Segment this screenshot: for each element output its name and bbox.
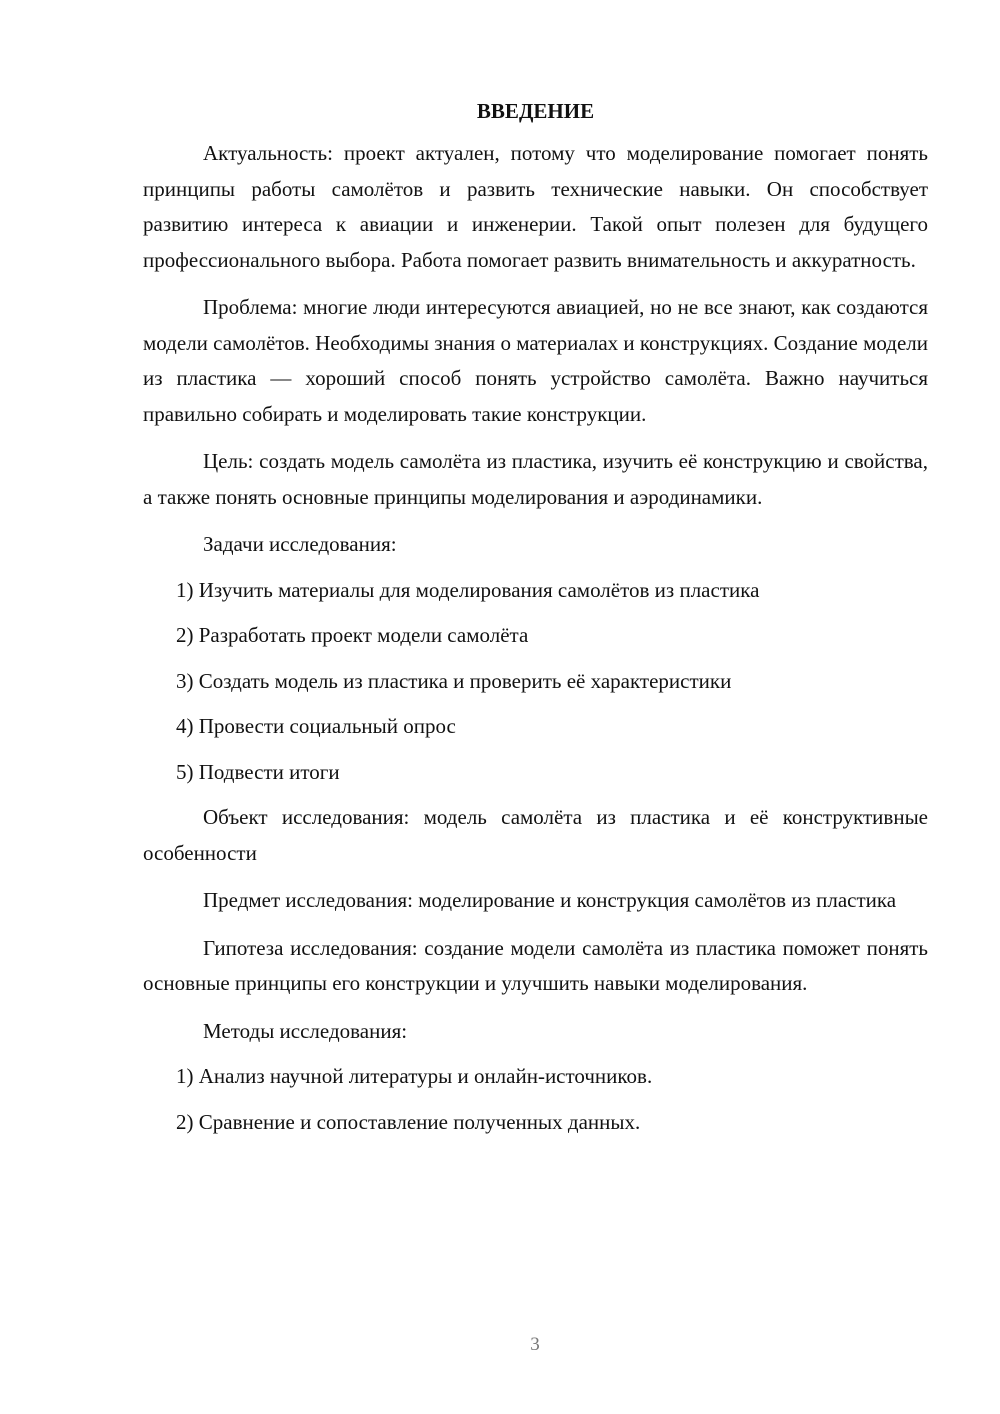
list-item: 2) Разработать проект модели самолёта: [176, 623, 529, 647]
list-item: 3) Создать модель из пластика и проверить её характеристики: [176, 668, 732, 693]
list-item: 4) Провести социальный опрос: [176, 714, 456, 738]
list-item: 5) Подвести итоги: [176, 759, 340, 784]
relevance-paragraph: Актуальность: проект актуален, потому что моделирование помогает понять принципы работы самолётов и развить технические навыки. Он способствует развитию интереса к авиации и инженерии. Такой опыт полезен для будущего профессионального выбора. Работа помогает развить внимательность и аккуратность.: [143, 141, 928, 272]
document-page: [143, 96, 928, 1150]
methods-list: [143, 1059, 928, 1140]
page-number: 3: [530, 1334, 540, 1355]
page-title: ВВЕДЕНИЕ: [476, 99, 595, 123]
list-item: 1) Анализ научной литературы и онлайн-источников.: [176, 1064, 653, 1088]
methods-heading: Методы исследования:: [203, 1018, 408, 1043]
problem-paragraph: Проблема: многие люди интересуются авиацией, но не все знают, как создаются модели самолётов. Необходимы знания о материалах и конструкциях. Создание модели из пластика — хороший способ понять устройство самолёта. Важно научиться правильно собирать и моделировать такие конструкции.: [143, 295, 928, 426]
subject-paragraph: Предмет исследования: моделирование и конструкция самолётов из пластика: [203, 888, 897, 912]
tasks-heading: Задачи исследования:: [203, 532, 397, 556]
list-item: 1) Изучить материалы для моделирования самолётов из пластика: [176, 577, 760, 602]
goal-paragraph: Цель: создать модель самолёта из пластика, изучить её конструкцию и свойства, а также понять основные принципы моделирования и аэродинамики.: [143, 449, 928, 509]
hypothesis-paragraph: Гипотеза исследования: создание модели самолёта из пластика поможет понять основные принципы его конструкции и улучшить навыки моделирования.: [143, 935, 928, 995]
list-item: 2) Сравнение и сопоставление полученных данных.: [176, 1109, 641, 1134]
tasks-list: [143, 573, 928, 791]
object-paragraph: Объект исследования: модель самолёта из пластика и её конструктивные особенности: [143, 805, 928, 865]
